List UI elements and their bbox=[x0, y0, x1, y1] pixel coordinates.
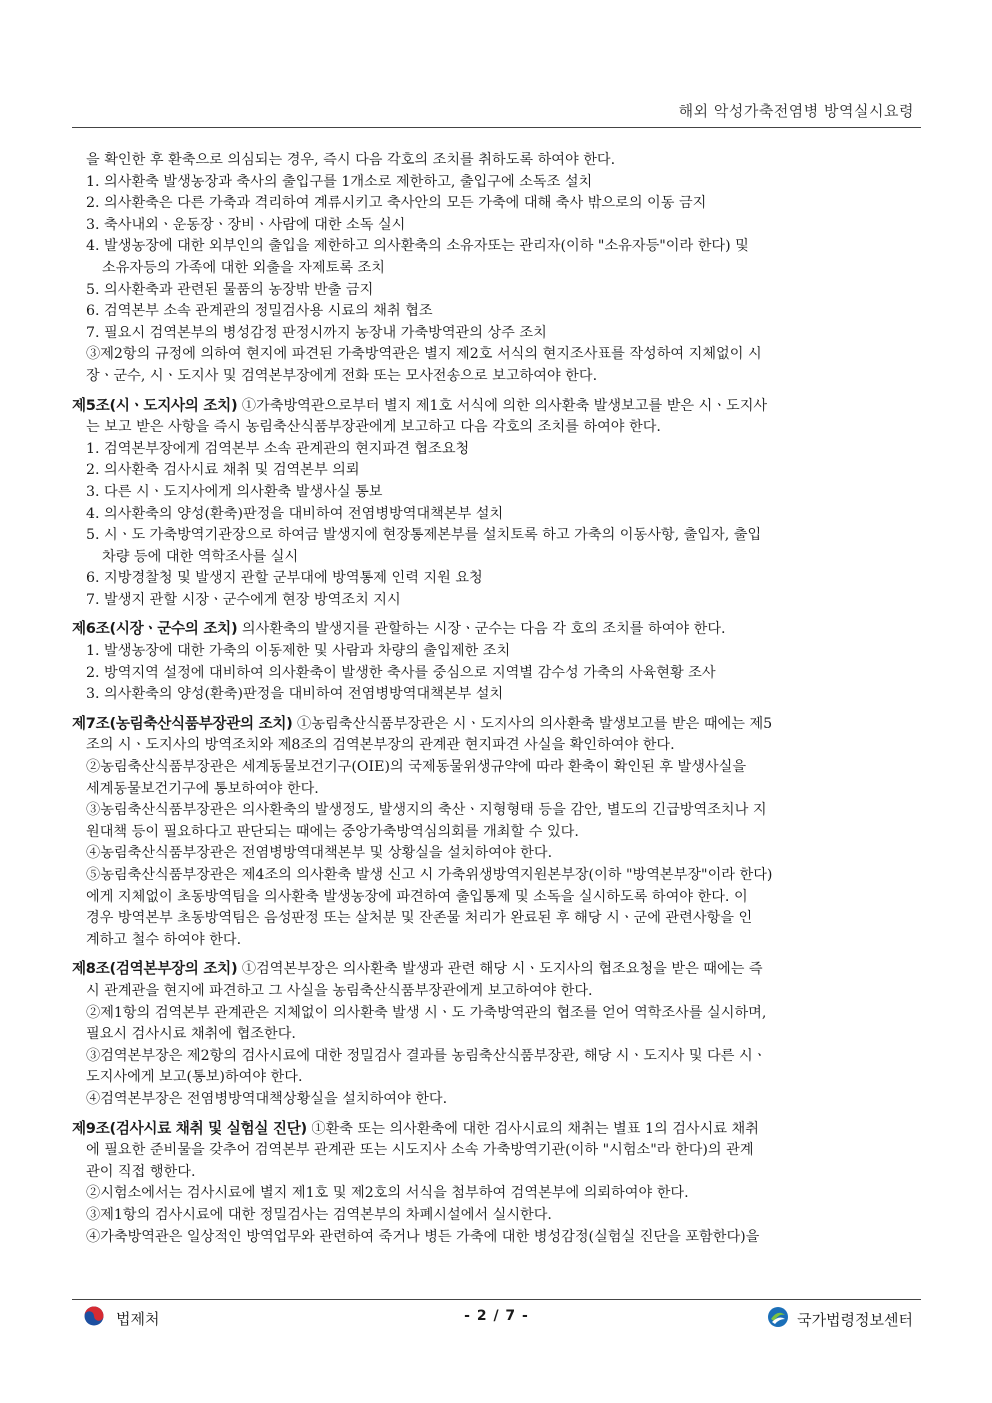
body-line: ③제2항의 규정에 의하여 현지에 파견된 가축방역관은 별지 제2호 서식의 현지조사표를 작성하여 지체없이 시 bbox=[86, 346, 762, 363]
page-footer bbox=[72, 1303, 921, 1331]
article-paragraph bbox=[72, 958, 921, 981]
body-line: 조의 시ㆍ도지사의 방역조치와 제8조의 검역본부장의 관계관 현지파견 사실을 확인하여야 한다. bbox=[86, 737, 675, 754]
body-line: 7. 필요시 검역본부의 병성감정 판정시까지 농장내 가축방역관의 상주 조치 bbox=[86, 324, 547, 341]
body-line: ④검역본부장은 전염병방역대책상황실을 설치하여야 한다. bbox=[86, 1090, 448, 1107]
body-line: 2. 의사환축은 다른 가축과 격리하여 계류시키고 축사안의 모든 가축에 대해 축사 밖으로의 이동 금지 bbox=[86, 195, 707, 212]
body-line: 원대책 등이 필요하다고 판단되는 때에는 중앙가축방역심의회를 개최할 수 있다. bbox=[86, 823, 579, 840]
body-line: ③농림축산식품부장관은 의사환축의 발생정도, 발생지의 축산ㆍ지형형태 등을 감안, 별도의 긴급방역조치나 지 bbox=[86, 802, 767, 819]
body-line: ④농림축산식품부장관은 전염병방역대책본부 및 상황실을 설치하여야 한다. bbox=[86, 845, 553, 862]
body-line: 을 확인한 후 환축으로 의심되는 경우, 즉시 다음 각호의 조치를 취하도록 하여야 한다. bbox=[86, 152, 616, 168]
body-line: 7. 발생지 관할 시장ㆍ군수에게 현장 방역조치 지시 bbox=[86, 591, 401, 608]
footer-left-label: 법제처 bbox=[116, 1309, 160, 1328]
body-line: 도지사에게 보고(통보)하여야 한다. bbox=[86, 1069, 303, 1086]
footer-right bbox=[767, 1306, 913, 1332]
body-line: 시 관계관을 현지에 파견하고 그 사실을 농림축산식품부장관에게 보고하여야 한다. bbox=[86, 982, 593, 999]
body-line: 계하고 철수 하여야 한다. bbox=[86, 931, 242, 948]
body-line: 차량 등에 대한 역학조사를 실시 bbox=[102, 548, 299, 565]
body-line: 장ㆍ군수, 시ㆍ도지사 및 검역본부장에게 전화 또는 모사전송으로 보고하여야 한다. bbox=[86, 367, 598, 384]
body-line: ⑤농림축산식품부장관은 제4조의 의사환축 발생 신고 시 가축위생방역지원본부장(이하 "방역본부장"이라 한다) bbox=[86, 867, 773, 883]
article-heading: 제6조(시장ㆍ군수의 조치) bbox=[72, 620, 238, 638]
body-line: 4. 발생농장에 대한 외부인의 출입을 제한하고 의사환축의 소유자또는 관리자(이하 "소유자등"이라 한다) 및 bbox=[86, 238, 749, 255]
article-text: ①농림축산식품부장관은 시ㆍ도지사의 의사환축 발생보고를 받은 때에는 제5 bbox=[292, 715, 773, 732]
article-paragraph bbox=[72, 1118, 921, 1141]
article-text: ①가축방역관으로부터 별지 제1호 서식에 의한 의사환축 발생보고를 받은 시ㆍ도지사 bbox=[237, 397, 768, 414]
article-heading: 제7조(농림축산식품부장관의 조치) bbox=[72, 714, 293, 732]
body-line: 경우 방역본부 초동방역팀은 음성판정 또는 살처분 및 잔존물 처리가 완료된 후 해당 시ㆍ군에 관련사항을 인 bbox=[86, 910, 753, 927]
body-line: 5. 의사환축과 관련된 물품의 농장밖 반출 금지 bbox=[86, 281, 374, 298]
body-line: 필요시 검사시료 채취에 협조한다. bbox=[86, 1026, 296, 1043]
body-line: 에게 지체없이 초동방역팀을 의사환축 발생농장에 파견하여 출입통제 및 소독을 실시하도록 하여야 한다. 이 bbox=[86, 888, 748, 905]
article-paragraph bbox=[72, 618, 921, 641]
body-line: 에 필요한 준비물을 갖추어 검역본부 관계관 또는 시도지사 소속 가축방역기관(이하 "시험소"라 한다)의 관계 bbox=[86, 1142, 754, 1159]
body-line: 1. 발생농장에 대한 가축의 이동제한 및 사람과 차량의 출입제한 조치 bbox=[86, 643, 511, 660]
body-line: 4. 의사환축의 양성(환축)판정을 대비하여 전염병방역대책본부 설치 bbox=[86, 505, 504, 522]
page-number: - 2 / 7 - bbox=[464, 1308, 529, 1324]
law-center-logo-icon bbox=[767, 1306, 789, 1332]
body-line: ④가축방역관은 일상적인 방역업무와 관련하여 죽거나 병든 가축에 대한 병성감정(실험실 진단을 포함한다)을 bbox=[86, 1228, 760, 1245]
article-heading: 제8조(검역본부장의 조치) bbox=[72, 960, 238, 978]
article-text: 의사환축의 발생지를 관할하는 시장ㆍ군수는 다음 각 호의 조치를 하여야 한다. bbox=[237, 621, 726, 638]
body-line: 1. 검역본부장에게 검역본부 소속 관계관의 현지파견 협조요청 bbox=[86, 440, 470, 457]
body-line: 2. 방역지역 설정에 대비하여 의사환축이 발생한 축사를 중심으로 지역별 감수성 가축의 사육현황 조사 bbox=[86, 664, 716, 681]
body-line: 3. 다른 시ㆍ도지사에게 의사환축 발생사실 통보 bbox=[86, 483, 383, 500]
body-line: 세계동물보건기구에 통보하여야 한다. bbox=[86, 780, 319, 797]
article-heading: 제5조(시ㆍ도지사의 조치) bbox=[72, 396, 238, 414]
body-line: 1. 의사환축 발생농장과 축사의 출입구를 1개소로 제한하고, 출입구에 소독조 설치 bbox=[86, 173, 593, 190]
document-header-title: 해외 악성가축전염병 방역실시요령 bbox=[678, 102, 914, 120]
body-line: 관이 직접 행한다. bbox=[86, 1163, 196, 1180]
article-text: ①검역본부장은 의사환축 발생과 관련 해당 시ㆍ도지사의 협조요청을 받은 때에는 즉 bbox=[237, 961, 763, 978]
body-line: 2. 의사환축 검사시료 채취 및 검역본부 의뢰 bbox=[86, 462, 360, 479]
body-line: 3. 축사내외ㆍ운동장ㆍ장비ㆍ사람에 대한 소독 실시 bbox=[86, 216, 406, 233]
article-paragraph bbox=[72, 713, 921, 736]
footer-divider bbox=[72, 1299, 921, 1300]
document-body bbox=[72, 150, 921, 1248]
body-line: ③검역본부장은 제2항의 검사시료에 대한 정밀검사 결과를 농림축산식품부장관, 해당 시ㆍ도지사 및 다른 시ㆍ bbox=[86, 1047, 767, 1064]
header-divider bbox=[72, 127, 921, 128]
footer-right-label: 국가법령정보센터 bbox=[797, 1310, 913, 1329]
article-heading: 제9조(검사시료 채취 및 실험실 진단) bbox=[72, 1119, 307, 1137]
body-line: ②농림축산식품부장관은 세계동물보건기구(OIE)의 국제동물위생규약에 따라 환축이 확인된 후 발생사실을 bbox=[86, 759, 747, 776]
body-line: ③제1항의 검사시료에 대한 정밀검사는 검역본부의 차폐시설에서 실시한다. bbox=[86, 1206, 552, 1223]
body-line: ②제1항의 검역본부 관계관은 지체없이 의사환축 발생 시ㆍ도 가축방역관의 협조를 얻어 역학조사를 실시하며, bbox=[86, 1004, 767, 1021]
body-line: 는 보고 받은 사항을 즉시 농림축산식품부장관에게 보고하고 다음 각호의 조치를 하여야 한다. bbox=[86, 419, 661, 436]
article-paragraph bbox=[72, 395, 921, 418]
body-line: 소유자등의 가족에 대한 외출을 자제토록 조치 bbox=[102, 259, 385, 276]
body-line: ②시험소에서는 검사시료에 별지 제1호 및 제2호의 서식을 첨부하여 검역본부에 의뢰하여야 한다. bbox=[86, 1185, 689, 1202]
body-line: 5. 시ㆍ도 가축방역기관장으로 하여금 발생지에 현장통제본부를 설치토록 하고 가축의 이동사항, 출입자, 출입 bbox=[86, 527, 762, 544]
body-line: 6. 지방경찰청 및 발생지 관할 군부대에 방역통제 인력 지원 요청 bbox=[86, 570, 483, 587]
body-line: 6. 검역본부 소속 관계관의 정밀검사용 시료의 채취 협조 bbox=[86, 303, 433, 320]
article-text: ①환축 또는 의사환축에 대한 검사시료의 채취는 별표 1의 검사시료 채취 bbox=[306, 1120, 759, 1137]
body-line: 3. 의사환축의 양성(환축)판정을 대비하여 전염병방역대책본부 설치 bbox=[86, 686, 504, 703]
